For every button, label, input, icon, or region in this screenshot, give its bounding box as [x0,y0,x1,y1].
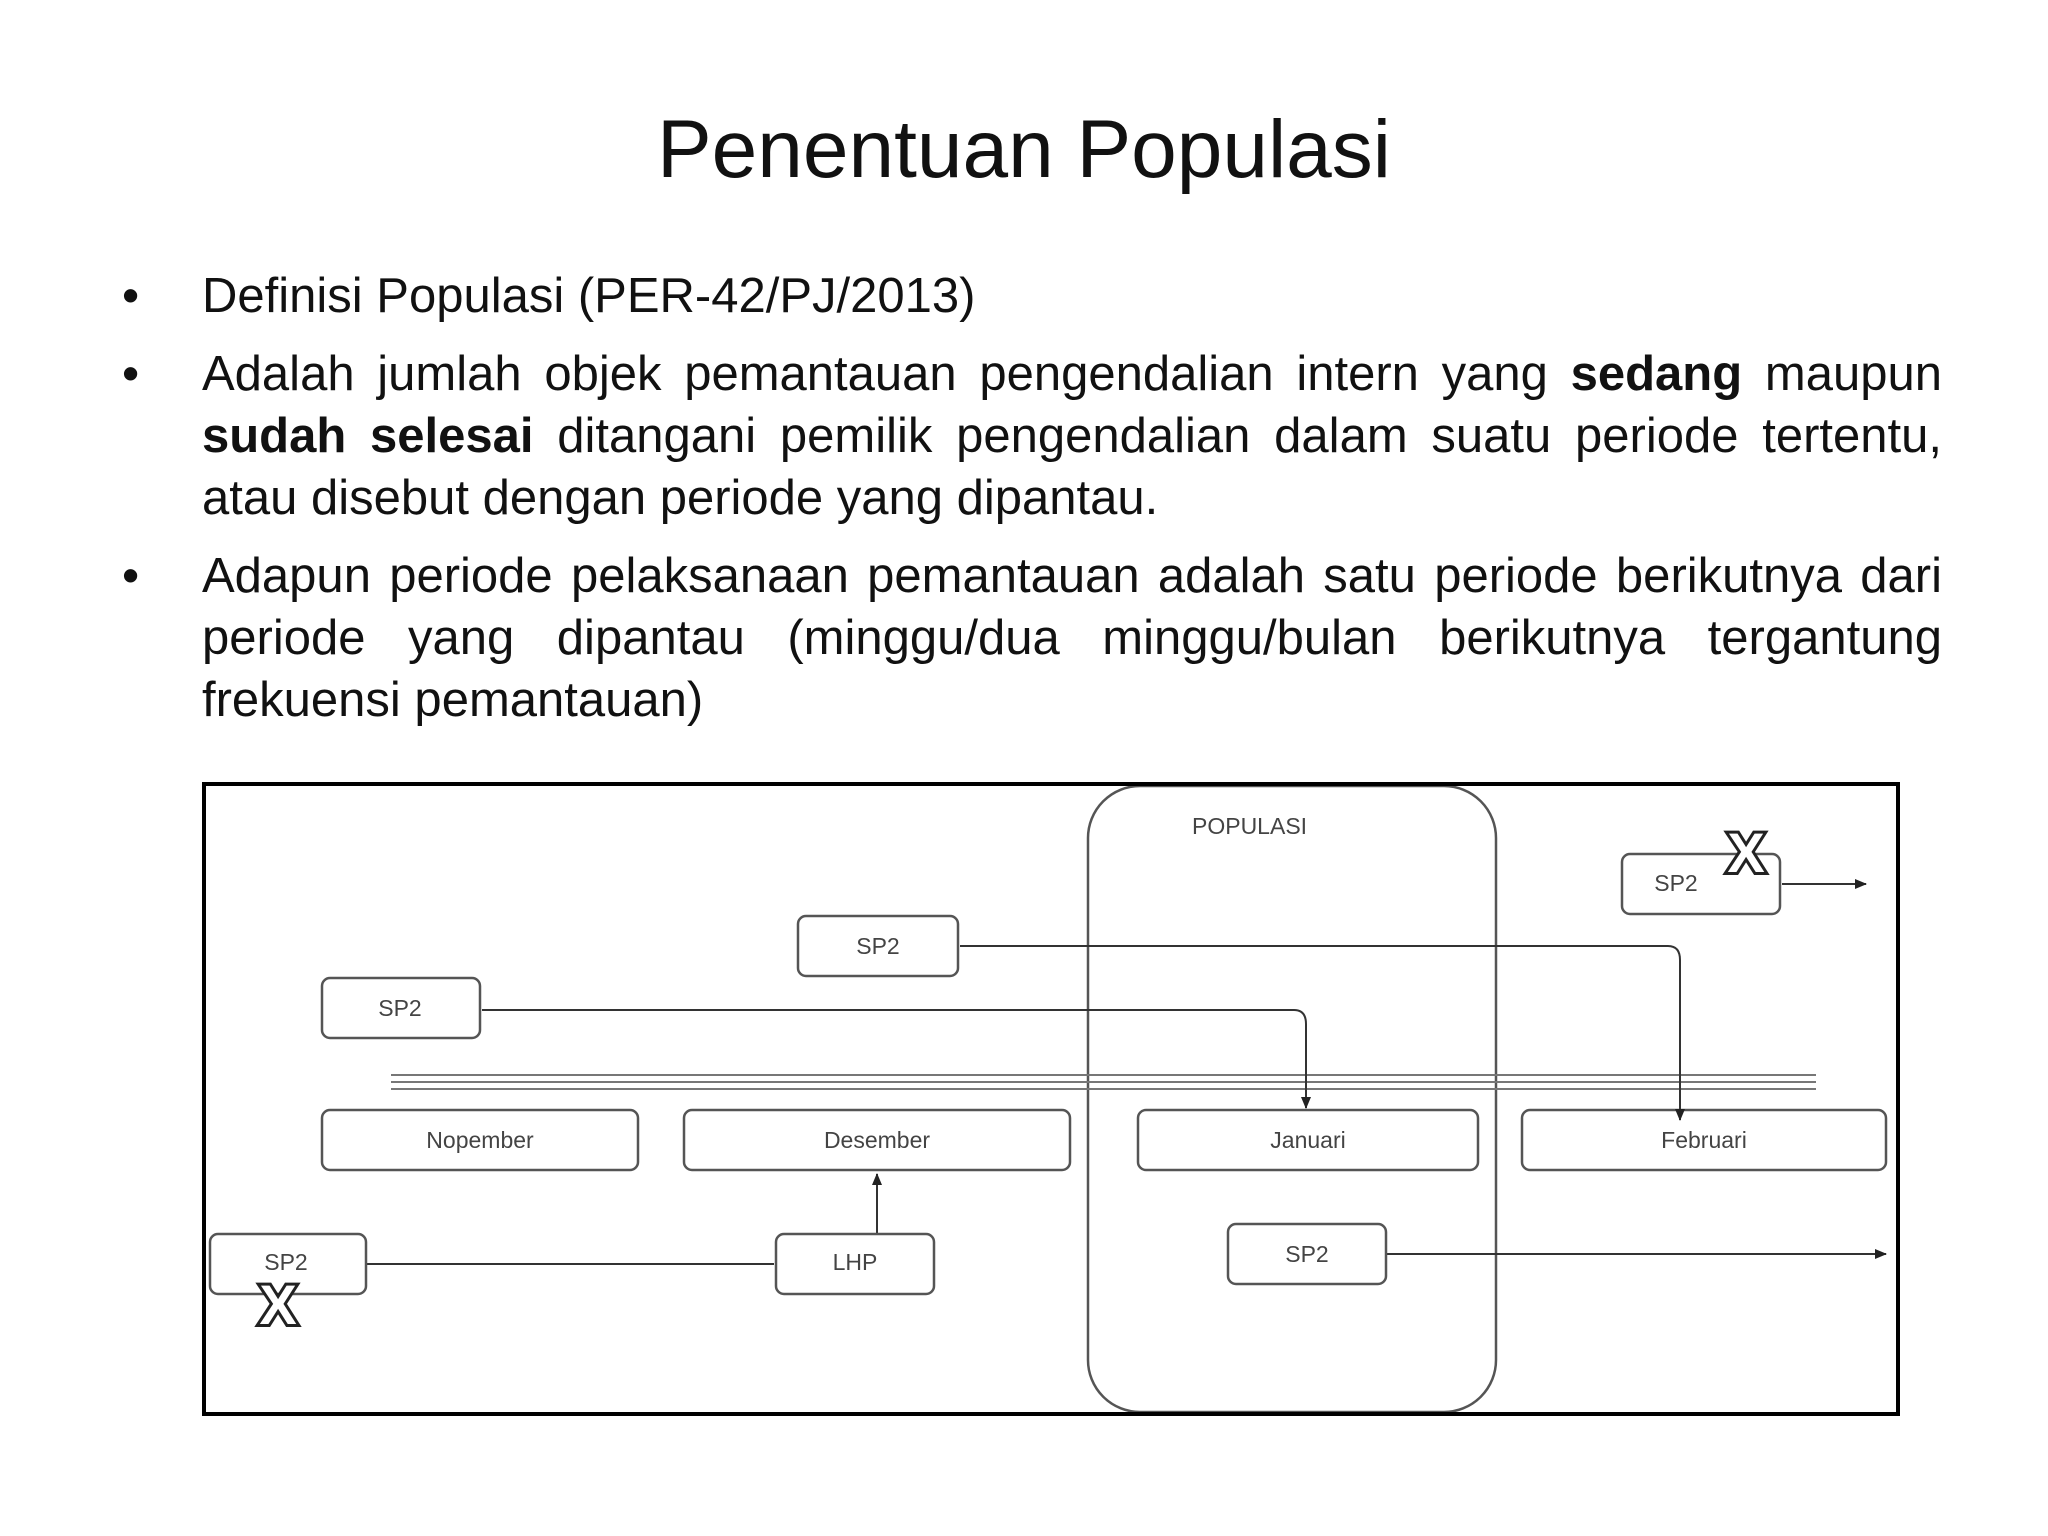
arrow-sp2-to-januari [482,1010,1306,1108]
sp2-box-upper-mid [798,916,958,976]
lhp-box [776,1234,934,1294]
population-label: POPULASI [1192,813,1308,839]
population-diagram-canvas [206,786,1896,1412]
bullet-text: Adalah jumlah objek pemantauan pengendalian intern yang [202,347,1571,401]
month-box-nopember [322,1110,638,1170]
bullet-list [122,265,1942,747]
sp2-box-bottom-left [210,1234,366,1336]
bullet-item-explanation [122,343,1942,529]
bullet-text: Adapun periode pelaksanaan pemantauan adalah satu periode berikutnya dari periode yang dipantau (minggu/dua minggu/bulan berikutnya tergantung frekuensi pemantauan) [202,549,1942,727]
month-label: Desember [823,1127,931,1153]
month-box-januari [1138,1110,1478,1170]
bullet-text: ditangani pemilik pengendalian dalam suatu periode tertentu, atau disebut dengan periode yang dipantau. [202,409,1942,525]
bullet-marker: • [122,269,140,323]
slide-title: Penentuan Populasi [656,104,1392,195]
arrow-sp2-to-februari [960,946,1680,1120]
sp2-box-top-right [1622,821,1780,914]
bullet-text-explanation [202,343,1942,529]
bullet-text: maupun [1742,347,1942,401]
sp2-label: SP2 [378,995,422,1021]
svg-text:X: X [259,1273,297,1336]
population-diagram [202,782,1900,1416]
bullet-text-definition [202,265,1942,327]
bullet-item-definition [122,265,1942,327]
sp2-box-population [1228,1224,1386,1284]
month-label: Nopember [426,1127,534,1153]
month-box-desember [684,1110,1070,1170]
cancel-x-icon [259,1273,296,1336]
sp2-label: SP2 [264,1249,308,1275]
sp2-label: SP2 [856,933,900,959]
bullet-marker: • [122,347,140,401]
sp2-label: SP2 [1654,870,1698,896]
month-label: Februari [1661,1127,1747,1153]
lhp-label: LHP [832,1249,878,1275]
cancel-x-icon [1727,821,1764,884]
sp2-box-left [322,978,480,1038]
month-box-februari [1522,1110,1886,1170]
month-label: Januari [1270,1127,1346,1153]
bullet-marker: • [122,549,140,603]
sp2-label: SP2 [1285,1241,1329,1267]
bullet-text-period [202,545,1942,731]
bullet-text: Definisi Populasi (PER-42/PJ/2013) [202,269,976,323]
bullet-item-period [122,545,1942,731]
bold-term-sudah-selesai: sudah selesai [202,409,534,463]
population-region [1088,786,1496,1412]
bold-term-sedang: sedang [1570,347,1743,401]
svg-text:X: X [1727,821,1765,884]
